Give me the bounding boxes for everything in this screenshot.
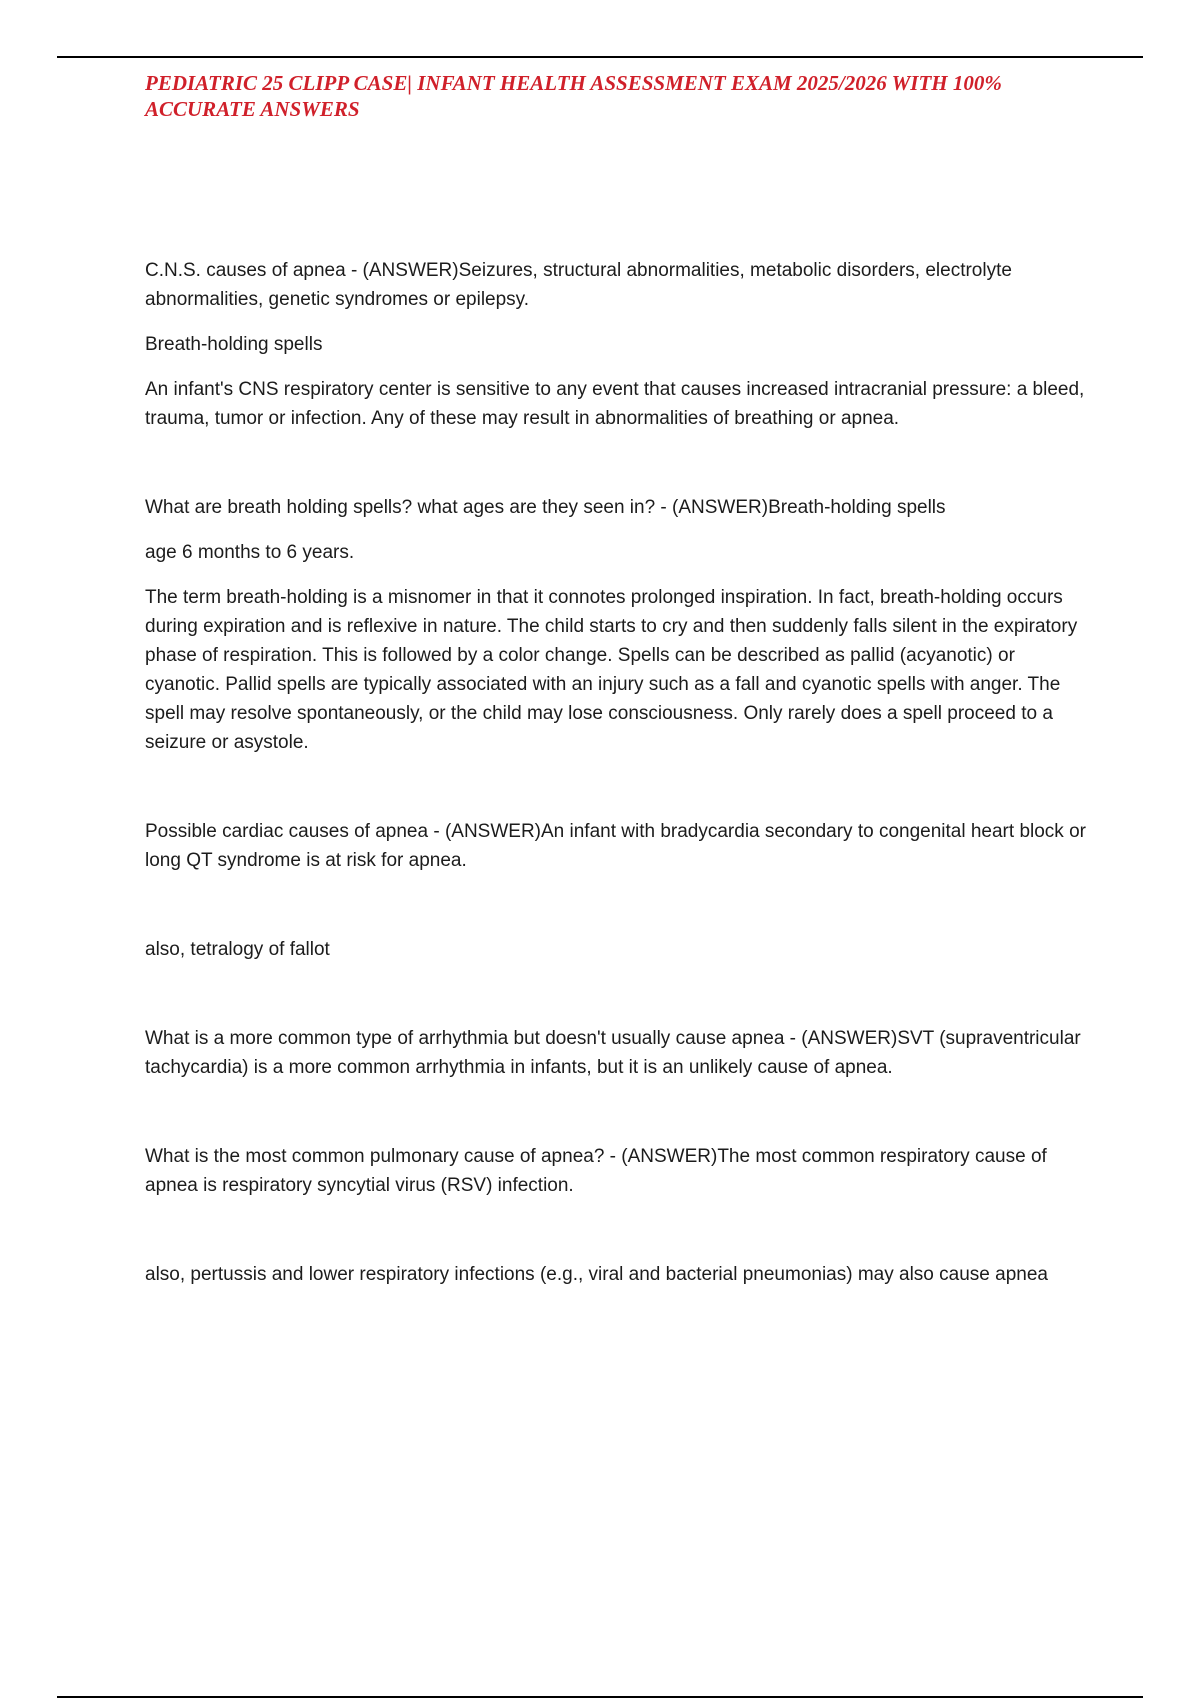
paragraph-tetralogy: also, tetralogy of fallot — [145, 939, 330, 960]
paragraph-pertussis: also, pertussis and lower respiratory infections (e.g., viral and bacterial pneumonias) may also cause apnea — [145, 1264, 1048, 1285]
document-title: PEDIATRIC 25 CLIPP CASE| INFANT HEALTH ASSESSMENT EXAM 2025/2026 WITH 100% ACCURATE ANSWERS — [145, 71, 1002, 121]
paragraph-cns-respiratory-center: An infant's CNS respiratory center is sensitive to any event that causes increased intracranial pressure: a bleed, trauma, tumor or infection. Any of these may result in abnormalities of breathing or apnea. — [145, 379, 1085, 429]
paragraph-breath-holding-description: The term breath-holding is a misnomer in that it connotes prolonged inspiration. In fact, breath-holding occurs during expiration and is reflexive in nature. The child starts to cry and then suddenly falls silent in the expiratory phase of respiration. This is followed by a color change. Spells can be described as pallid (acyanotic) or cyanotic. Pallid spells are typically associated with an injury such as a fall and cyanotic spells with anger. The spell may resolve spontaneously, or the child may lose consciousness. Only rarely does a spell proceed to a seizure or asystole. — [145, 587, 1078, 753]
bottom-rule — [57, 1696, 1143, 1698]
paragraph-age-range: age 6 months to 6 years. — [145, 542, 355, 563]
paragraph-cardiac-causes: Possible cardiac causes of apnea - (ANSWER)An infant with bradycardia secondary to congenital heart block or long QT syndrome is at risk for apnea. — [145, 821, 1086, 871]
paragraph-breath-holding-question: What are breath holding spells? what ages are they seen in? - (ANSWER)Breath-holding spells — [145, 497, 946, 518]
paragraph-svt: What is a more common type of arrhythmia but doesn't usually cause apnea - (ANSWER)SVT (supraventricular tachycardia) is a more common arrhythmia in infants, but it is an unlikely cause of apnea. — [145, 1028, 1081, 1078]
document-body — [145, 256, 1090, 1305]
top-rule — [57, 56, 1143, 58]
paragraph-breath-holding-label: Breath-holding spells — [145, 334, 323, 355]
paragraph-cns-causes: C.N.S. causes of apnea - (ANSWER)Seizures, structural abnormalities, metabolic disorders, electrolyte abnormalities, genetic syndromes or epilepsy. — [145, 260, 1012, 310]
paragraph-pulmonary-cause: What is the most common pulmonary cause of apnea? - (ANSWER)The most common respiratory cause of apnea is respiratory syncytial virus (RSV) infection. — [145, 1146, 1047, 1196]
